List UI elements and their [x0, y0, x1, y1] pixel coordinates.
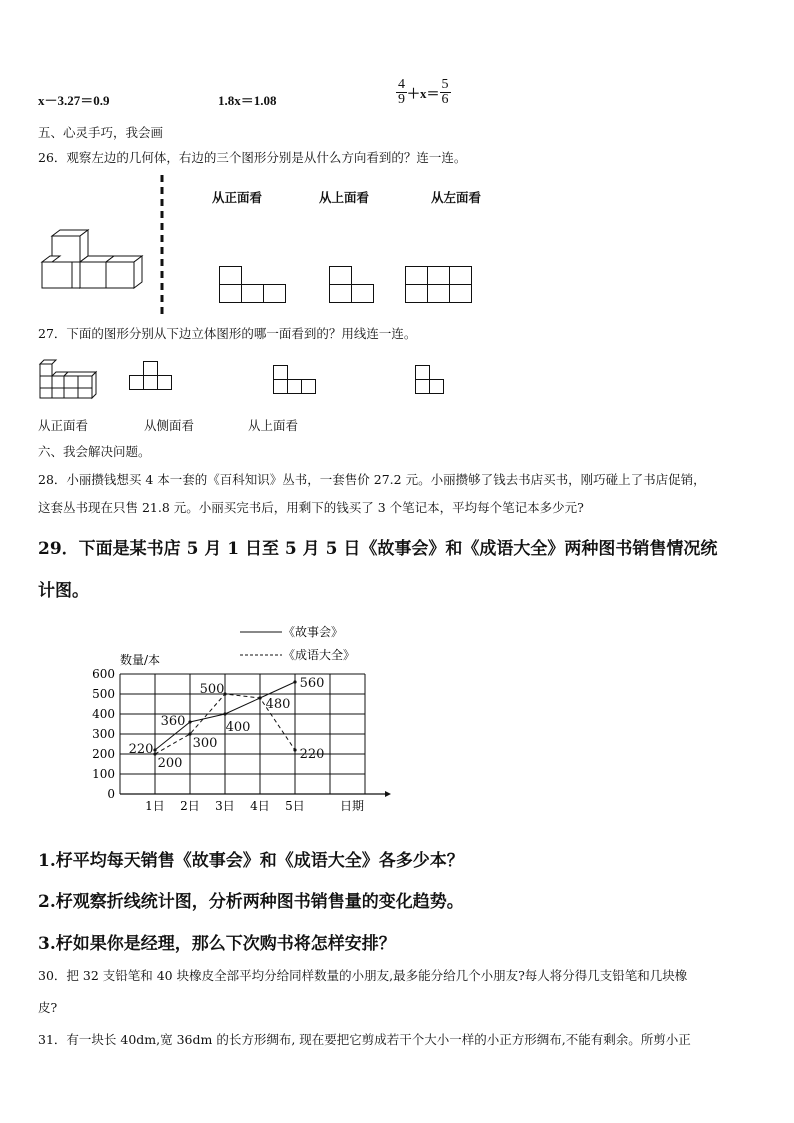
q26-text: 26．观察左边的几何体，右边的三个图形分别是从什么方向看到的？连一连。: [38, 150, 467, 165]
legend-label: 《故事会》: [283, 625, 344, 639]
data-point: [188, 720, 191, 723]
data-label: 480: [265, 697, 291, 712]
q27-text: 27．下面的图形分别从下边立体图形的哪一面看到的？用线连一连。: [38, 326, 417, 341]
fraction-5-6: $\frac{5}{6}$: [441, 77, 449, 107]
x-tick-label: 1日: [145, 799, 165, 813]
q27-view-a: [129, 361, 179, 407]
q26-view-c: [405, 266, 485, 306]
data-point: [293, 748, 296, 751]
x-tick-label: 5日: [285, 799, 305, 813]
q26-label-left: 从左面看: [431, 190, 482, 205]
q26-label-top: 从上面看: [319, 190, 370, 205]
y-tick-label: 400: [92, 707, 115, 721]
equation-1: x－3.27＝0.9: [38, 93, 110, 108]
x-axis-arrow: [385, 791, 391, 797]
data-point: [188, 732, 191, 735]
q30-line-2: 皮?: [38, 1000, 58, 1015]
q28-line-2: 这套丛书现在只售 21.8 元。小丽买完书后，用剩下的钱买了 3 个笔记本，平均每个笔记本多少元?: [38, 500, 584, 515]
data-point: [223, 712, 226, 715]
data-point: [153, 748, 156, 751]
q31-line-1: 31．有一块长 40dm,宽 36dm 的长方形绸布, 现在要把它剪成若干个大小一样的小正方形绸布,不能有剩余。所剪小正: [38, 1032, 691, 1047]
data-label: 560: [299, 676, 325, 691]
y-tick-label: 600: [92, 667, 115, 681]
y-tick-label: 0: [107, 787, 115, 801]
data-point: [153, 752, 156, 755]
data-label: 400: [225, 720, 251, 735]
data-label: 300: [192, 736, 218, 751]
y-tick-label: 200: [92, 747, 115, 761]
q28-line-1: 28．小丽攒钱想买 4 本一套的《百科知识》丛书，一套售价 27.2 元。小丽攒够了钱去书店买书，刚巧碰上了书店促销，: [38, 472, 706, 487]
data-label: 360: [160, 714, 186, 729]
q26-solid-figure: [38, 228, 178, 308]
q27-label-top: 从上面看: [248, 418, 299, 433]
data-label: 500: [199, 682, 225, 697]
y-tick-label: 100: [92, 767, 115, 781]
q29-sub-1: 1.杍平均每天销售《故事会》和《成语大全》各多少本？: [38, 851, 464, 871]
q26-view-a: [219, 266, 299, 306]
q27-view-c: [415, 365, 455, 411]
x-tick-label: 3日: [215, 799, 235, 813]
x-tick-label: 2日: [180, 799, 200, 813]
q29-sub-3: 3.杍如果你是经理，那么下次购书将怎样安排？: [38, 934, 396, 954]
q26-view-b: [329, 266, 389, 306]
q27-solid-figure: [38, 356, 108, 402]
y-tick-label: 300: [92, 727, 115, 741]
q27-label-side: 从侧面看: [144, 418, 195, 433]
equation-3: $\frac{4}{9}$ ＋x＝ $\frac{5}{6}$: [398, 77, 449, 107]
y-tick-label: 500: [92, 687, 115, 701]
q29-line-2: 计图。: [38, 581, 89, 601]
data-label: 220: [299, 747, 325, 762]
x-tick-label: 4日: [250, 799, 270, 813]
q30-line-1: 30．把 32 支铅笔和 40 块橡皮全部平均分给同样数量的小朋友,最多能分给几个小朋友?每人将分得几支铅笔和几块橡: [38, 968, 688, 983]
q27-label-front: 从正面看: [38, 418, 89, 433]
data-point: [258, 696, 261, 699]
dashed-divider: [160, 175, 166, 317]
q26-label-front: 从正面看: [212, 190, 263, 205]
data-point: [293, 680, 296, 683]
legend-label: 《成语大全》: [283, 648, 356, 662]
q29-sub-2: 2.杍观察折线统计图，分析两种图书销售量的变化趋势。: [38, 892, 464, 912]
equation-2: 1.8x＝1.08: [218, 93, 277, 108]
x-axis-title: 日期: [339, 799, 365, 813]
q27-view-b: [273, 365, 323, 411]
fraction-4-9: $\frac{4}{9}$: [398, 77, 405, 107]
y-axis-title: 数量/本: [120, 653, 161, 667]
section-6-title: 六、我会解决问题。: [38, 444, 151, 459]
section-5-title: 五、心灵手巧，我会画: [38, 125, 164, 140]
sales-line-chart: [85, 622, 385, 822]
data-label: 220: [128, 742, 154, 757]
q29-line-1: 29．下面是某书店 5 月 1 日至 5 月 5 日《故事会》和《成语大全》两种图书销售情况统: [38, 539, 718, 559]
data-label: 200: [157, 756, 183, 771]
